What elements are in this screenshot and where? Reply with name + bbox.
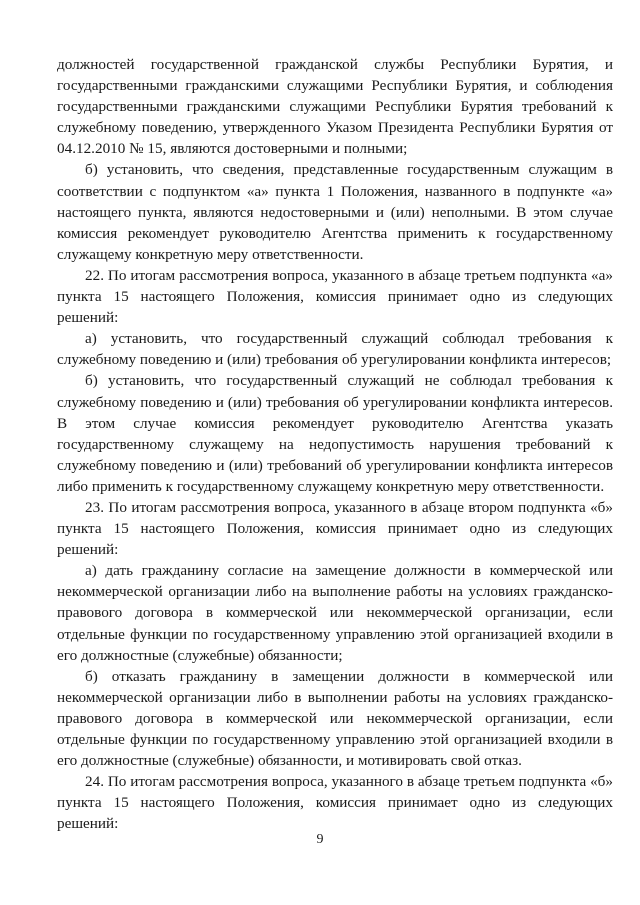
paragraph-continuation: должностей государственной гражданской службы Республики Бурятия, и государственными гражданскими служащими Республики Бурятия, и соблюдения государственными гражданскими служащими Республики Бурятия требований к служебному поведению, утвержденного Указом Президента Республики Бурятия от 04.12.2010 № 15, являются достоверными и полными; — [57, 56, 613, 158]
paragraph-subitem-a: а) дать гражданину согласие на замещение должности в коммерческой или некоммерческой организации либо на выполнение работы на условиях гражданско-правового договора в коммерческой или некоммерческой организации, если отдельные функции по государственному управлению этой организацией входили в его должностные (служебные) обязанности; — [57, 562, 613, 664]
paragraph-subitem-b: б) установить, что государственный служащий не соблюдал требования к служебному поведению и (или) требования об урегулировании конфликта интересов. В этом случае комиссия рекомендует руководителю Агентства указать государственному служащему на недопустимость нарушения требований к служебному поведению и (или) требований об урегулировании конфликта интересов либо применить к государственному служащему конкретную меру ответственности. — [57, 372, 613, 495]
paragraph-subitem-a: а) установить, что государственный служащий соблюдал требования к служебному поведению и (или) требования об урегулировании конфликта интересов; — [57, 330, 613, 369]
paragraph-item-22: 22. По итогам рассмотрения вопроса, указанного в абзаце третьем подпункта «а» пункта 15 настоящего Положения, комиссия принимает одно из следующих решений: — [57, 266, 613, 327]
document-body — [57, 54, 613, 834]
paragraph-item-24: 24. По итогам рассмотрения вопроса, указанного в абзаце третьем подпункта «б» пункта 15 настоящего Положения, комиссия принимает одно из следующих решений: — [57, 773, 613, 833]
page-number: 9 — [316, 832, 324, 847]
paragraph-subitem-b: б) установить, что сведения, представленные государственным служащим в соответствии с подпунктом «а» пункта 1 Положения, названного в подпункте «а» настоящего пункта, являются недостоверными и (или) неполными. В этом случае комиссия рекомендует руководителю Агентства применить к государственному служащему конкретную меру ответственности. — [57, 161, 613, 263]
paragraph-subitem-b: б) отказать гражданину в замещении должности в коммерческой или некоммерческой организации либо в выполнении работы на условиях гражданско-правового договора в коммерческой или некоммерческой организации, если отдельные функции по государственному управлению этой организацией входили в его должностные (служебные) обязанности, и мотивировать свой отказ. — [57, 667, 613, 770]
paragraph-item-23: 23. По итогам рассмотрения вопроса, указанного в абзаце втором подпункта «б» пункта 15 настоящего Положения, комиссия принимает одно из следующих решений: — [57, 498, 613, 559]
